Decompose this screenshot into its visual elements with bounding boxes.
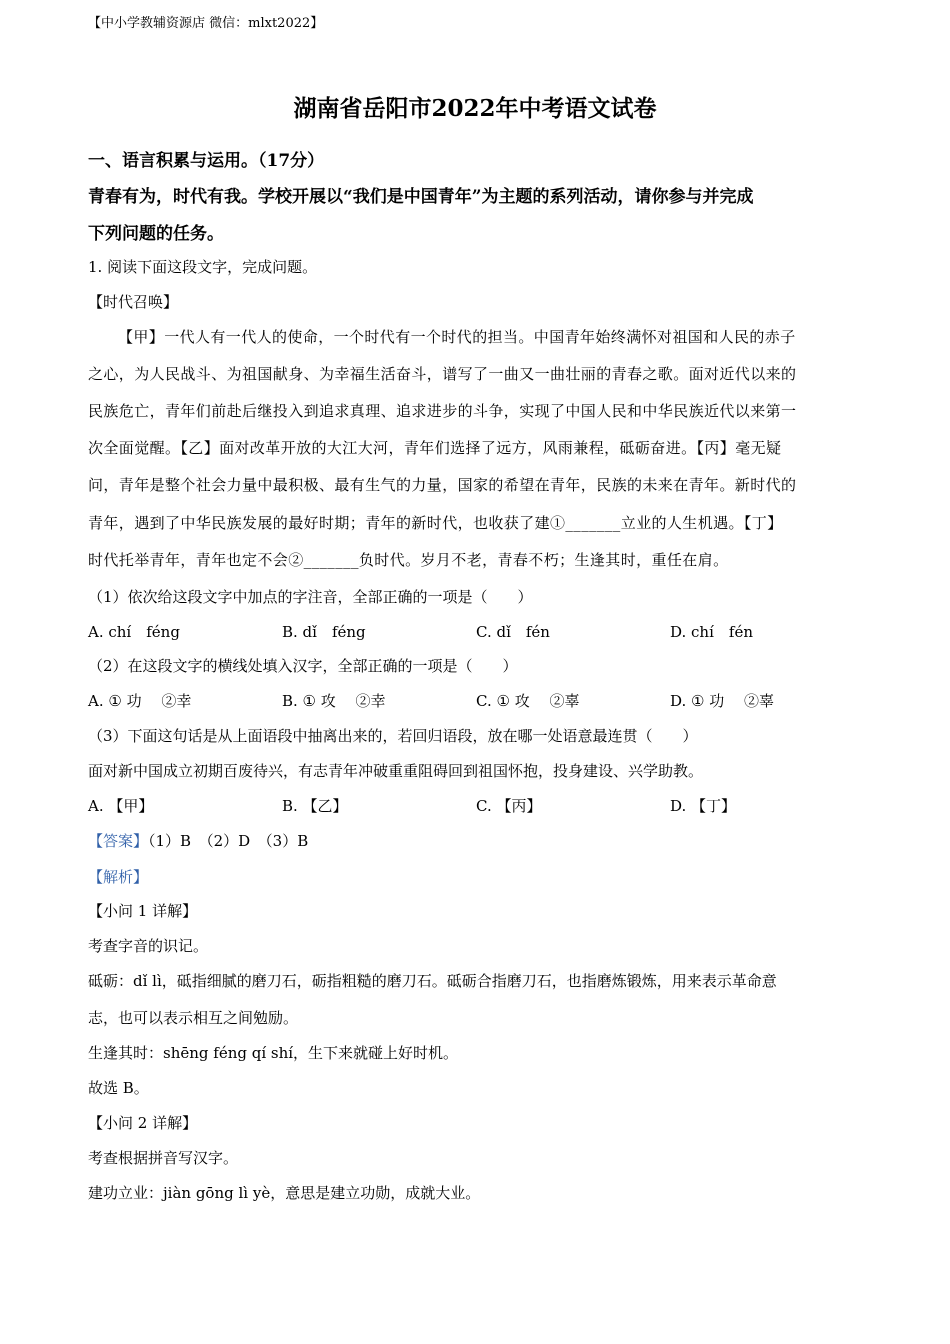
detail-2-heading: 【小问 2 详解】 <box>88 1114 198 1132</box>
option-d: D. 【丁】 <box>670 797 737 815</box>
passage-line: 次全面觉醒。【乙】面对改革开放的大江大河，青年们选择了远方，风雨兼程，砥砺奋进。【丙】毫无疑 <box>88 439 782 457</box>
header-note: 【中小学教辅资源店 微信：mlxt2022】 <box>88 16 324 31</box>
detail-1-line: 生逢其时：shēng féng qí shí，生下来就碰上好时机。 <box>88 1044 459 1062</box>
passage-line: 青年，遇到了中华民族发展的最好时期；青年的新时代，也收获了建①_______立业的人生机遇。【丁】 <box>88 514 783 532</box>
detail-1-line: 故选 B。 <box>88 1079 149 1097</box>
passage-line: 问，青年是整个社会力量中最积极、最有生气的力量，国家的希望在青年，民族的未来在青年。新时代的 <box>88 476 797 494</box>
detail-1-line: 考查字音的识记。 <box>88 937 209 955</box>
option-b: B. dǐ féng <box>282 623 366 641</box>
detail-1-heading: 【小问 1 详解】 <box>88 902 198 920</box>
option-c: C. 【丙】 <box>476 797 542 815</box>
detail-2-line: 建功立业：jiàn gōng lì yè，意思是建立功勋，成就大业。 <box>88 1184 481 1202</box>
section-heading: 一、语言积累与运用。（17分） <box>88 151 325 171</box>
option-b: B. ① 攻 ②幸 <box>282 692 386 710</box>
answer-text: （1）B （2）D （3）B <box>148 832 309 850</box>
option-c: C. ① 攻 ②辜 <box>476 692 580 710</box>
subquestion-3: （3）下面这句话是从上面语段中抽离出来的，若回归语段，放在哪一处语意最连贯（ ） <box>88 727 698 745</box>
option-a: A. 【甲】 <box>88 797 154 815</box>
extracted-sentence: 面对新中国成立初期百废待兴，有志青年冲破重重阻碍回到祖国怀抱，投身建设、兴学助教。 <box>88 762 704 780</box>
option-b: B. 【乙】 <box>282 797 348 815</box>
subquestion-1: （1）依次给这段文字中加点的字注音，全部正确的一项是（ ） <box>88 588 533 606</box>
detail-2-line: 考查根据拼音写汉字。 <box>88 1149 239 1167</box>
answer-line <box>88 830 308 851</box>
passage-subhead: 【时代召唤】 <box>88 293 179 311</box>
page-title: 湖南省岳阳市2022年中考语文试卷 <box>293 95 657 122</box>
detail-1-line: 砥砺：dǐ lì，砥指细腻的磨刀石，砺指粗糙的磨刀石。砥砺合指磨刀石，也指磨炼锻炼，用来表示革命意 <box>88 972 777 990</box>
option-a: A. ① 功 ②幸 <box>88 692 192 710</box>
option-d: D. chí fén <box>670 623 753 641</box>
subquestion-2: （2）在这段文字的横线处填入汉字，全部正确的一项是（ ） <box>88 657 518 675</box>
detail-1-line: 志，也可以表示相互之间勉励。 <box>88 1009 299 1027</box>
option-d: D. ① 功 ②辜 <box>670 692 775 710</box>
passage-line: 民族危亡，青年们前赴后继投入到追求真理、追求进步的斗争，实现了中国人民和中华民族近代以来第一 <box>88 402 797 420</box>
option-c: C. dǐ fén <box>476 623 550 641</box>
intro-line-2: 下列问题的任务。 <box>88 224 224 244</box>
option-a: A. chí féng <box>88 623 180 641</box>
passage-line: 【甲】一代人有一代人的使命，一个时代有一个时代的担当。中国青年始终满怀对祖国和人民的赤子 <box>118 328 796 346</box>
intro-line-1: 青春有为，时代有我。学校开展以“我们是中国青年”为主题的系列活动，请你参与并完成 <box>88 187 754 207</box>
passage-line: 之心，为人民战斗、为祖国献身、为幸福生活奋斗，谱写了一曲又一曲壮丽的青春之歌。面对近代以来的 <box>88 365 797 383</box>
passage-line: 时代托举青年，青年也定不会②_______负时代。岁月不老，青春不朽；生逢其时，重任在肩。 <box>88 551 729 569</box>
analysis-label: 【解析】 <box>88 868 149 886</box>
question-1-prompt: 1. 阅读下面这段文字，完成问题。 <box>88 258 318 276</box>
answer-label: 【答案】 <box>88 832 149 850</box>
